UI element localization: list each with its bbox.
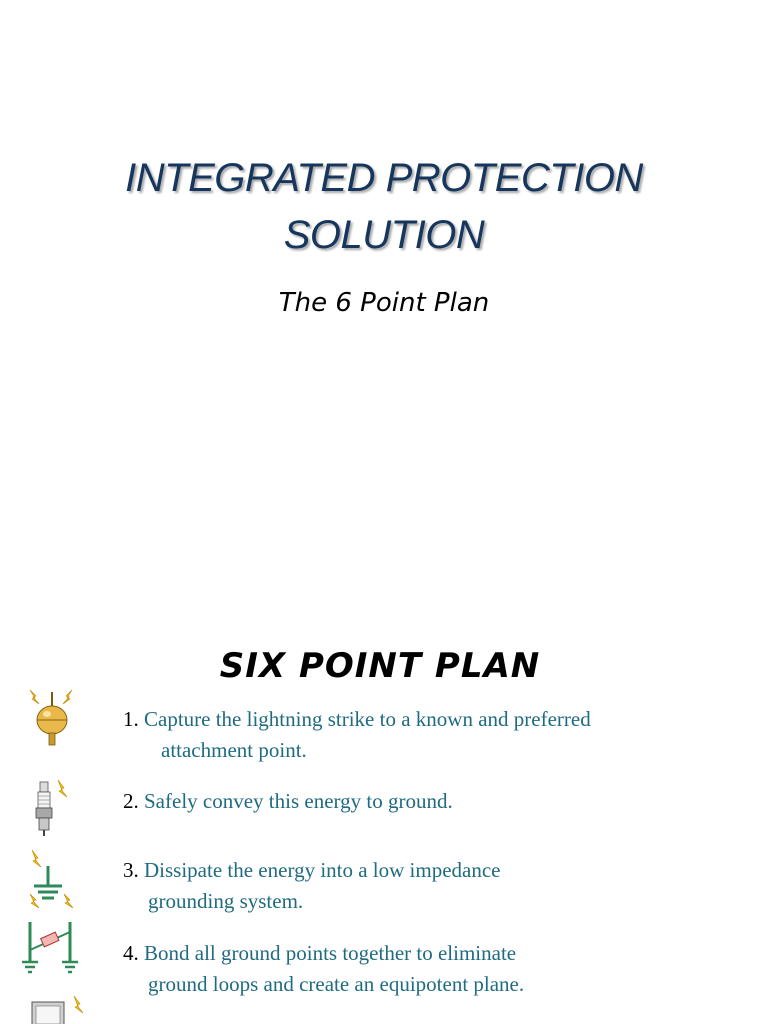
item-number: 3. xyxy=(123,858,139,882)
item-number: 4. xyxy=(123,941,139,965)
slide-subtitle: The 6 Point Plan xyxy=(278,288,490,318)
surge-box-icon xyxy=(30,994,90,1024)
list-item xyxy=(123,704,591,766)
six-point-plan-heading: SIX POINT PLAN xyxy=(219,646,541,686)
item-text-line-1: Dissipate the energy into a low impedance xyxy=(144,858,501,882)
item-text-line-2: ground loops and create an equipotent plane. xyxy=(148,972,525,996)
spark-plug-icon xyxy=(30,778,72,838)
item-text-line-1: Bond all ground points together to eliminate xyxy=(144,941,517,965)
slide-title xyxy=(0,150,768,264)
item-text-line-2: attachment point. xyxy=(161,738,307,762)
item-text-line-1: Safely convey this energy to ground. xyxy=(144,789,453,813)
title-line-2: SOLUTION xyxy=(283,213,485,257)
list-item xyxy=(123,786,453,817)
item-number: 2. xyxy=(123,789,139,813)
title-line-1: INTEGRATED PROTECTION xyxy=(125,156,643,200)
item-text-line-1: Capture the lightning strike to a known and preferred xyxy=(144,707,591,731)
bonded-grounds-icon xyxy=(20,918,82,978)
list-item xyxy=(123,855,501,917)
item-text-line-2: grounding system. xyxy=(148,889,304,913)
lightning-rod-ball-icon xyxy=(24,688,80,750)
item-number: 1. xyxy=(123,707,139,731)
list-item xyxy=(123,938,524,1000)
ground-symbol-icon xyxy=(28,848,78,910)
